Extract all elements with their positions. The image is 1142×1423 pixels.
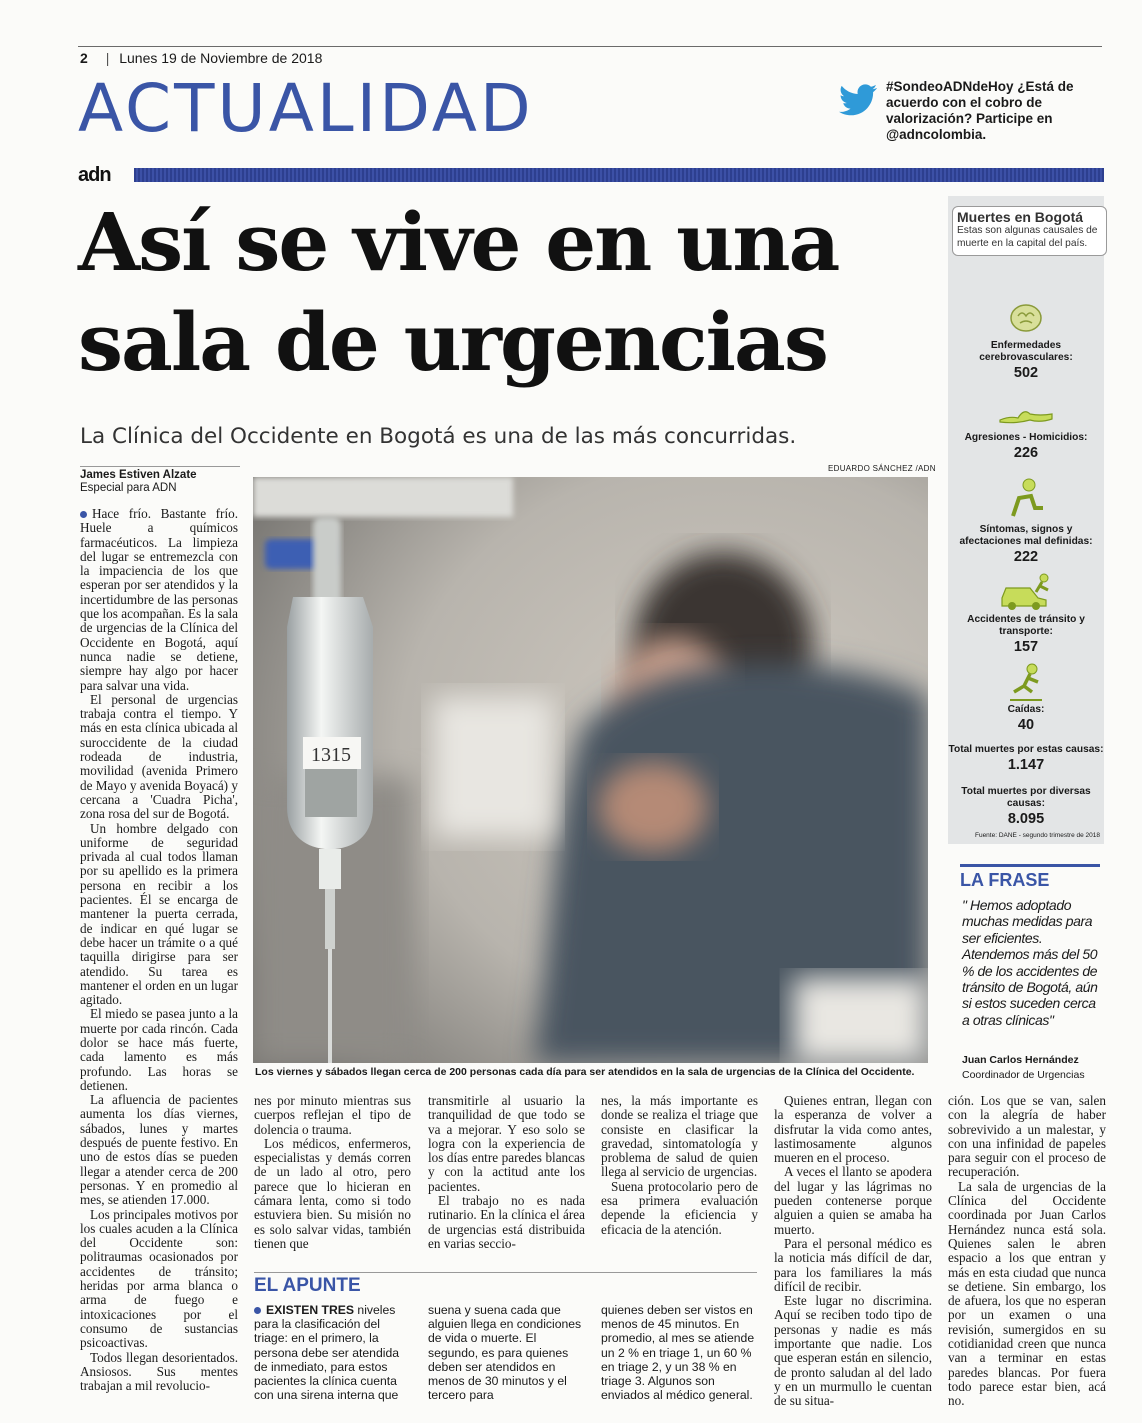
paragraph: El personal de urgencias trabaja contra el tiempo. Y más en esta clínica ubicada al suroccidente de la ciudad rodeada de industria, movilidad (avenida Primero de Mayo y avenida Boyacá) y cercana a 'Cuadra Picha', zona rosa del sur de Bogotá. bbox=[80, 691, 238, 822]
article-column-5 bbox=[774, 1094, 932, 1409]
apunte-column-2: suena y suena cada que alguien llega en condiciones de vida o muerte. El segundo, es para quienes deben ser atendidos en menos de 30 minutos y el tercero para bbox=[428, 1303, 582, 1403]
infographic-source: Fuente: DANE - segundo trimestre de 2018 bbox=[974, 832, 1100, 839]
folio-separator: | bbox=[105, 50, 110, 66]
apunte-column-3: quienes deben ser vistos en menos de 45 minutos. En promedio, al mes se atiende un 2 % en triage 1, un 60 % en triage 2, y un 38 % en triage 3. Algunos son enviados al médico general. bbox=[601, 1303, 755, 1403]
headline-line-1: Así se vive en una bbox=[78, 195, 839, 289]
stat-ill-defined bbox=[948, 476, 1104, 566]
issue-date: Lunes 19 de Noviembre de 2018 bbox=[119, 50, 323, 66]
paragraph: ción. Los que se van, salen con la alegría de haber sobrevivido a un malestar, y con una infinidad de papeles para seguir con el proceso de recuperación. bbox=[948, 1093, 1106, 1180]
article-column-6 bbox=[948, 1094, 1106, 1409]
paragraph: El trabajo no es nada rutinario. En la clínica el área de urgencias está distribuida en varias seccio- bbox=[428, 1193, 585, 1251]
photo-caption: Los viernes y sábados llegan cerca de 200 personas cada día para ser atendidos en la sala de urgencias de la Clínica del Occidente. bbox=[255, 1066, 915, 1078]
total-label: Total muertes por estas causas: bbox=[948, 744, 1104, 755]
total-label: Total muertes por diversas causas: bbox=[961, 786, 1091, 809]
brain-icon bbox=[1006, 298, 1046, 338]
stat-value: 40 bbox=[1017, 717, 1035, 733]
photo-credit: EDUARDO SÁNCHEZ /ADN bbox=[828, 464, 936, 473]
apunte-heading: EL APUNTE bbox=[254, 1272, 757, 1297]
twitter-bird-icon bbox=[838, 83, 878, 119]
stat-value: 157 bbox=[1013, 639, 1039, 655]
infographic-description: Estas son algunas causales de muerte en la capital del país. bbox=[957, 225, 1098, 249]
frase-author-role: Coordinador de Urgencias bbox=[962, 1069, 1085, 1081]
headline-line-2: sala de urgencias bbox=[78, 295, 827, 389]
stat-label: Síntomas, signos y afectaciones mal definidas: bbox=[959, 524, 1093, 547]
paragraph: La afluencia de pacientes aumenta los días viernes, sábados, lunes y martes después de puente festivo. En uno de estos días se pueden llegar a atender cerca de 200 personas. Y en promedio al mes, se atienden 17.000. bbox=[80, 1092, 238, 1208]
section-title: ACTUALIDAD bbox=[78, 70, 534, 147]
stat-traffic-accidents bbox=[948, 570, 1104, 656]
total-value: 1.147 bbox=[1007, 757, 1045, 773]
paragraph: Suena protocolario pero de esa primera evaluación depende la eficiencia y eficacia de la atención. bbox=[601, 1178, 758, 1237]
headline bbox=[78, 192, 948, 392]
stat-label: Agresiones - Homicidios: bbox=[964, 432, 1088, 443]
frase-quote: " Hemos adoptado muchas medidas para ser eficientes. Atendemos más del 50 % de los accidentes de tránsito de Bogotá, aún si estos suceden cerca a otras clínicas" bbox=[962, 897, 1098, 1028]
adn-logo: adn bbox=[78, 164, 111, 186]
article-column-2 bbox=[254, 1094, 411, 1251]
stat-falls bbox=[948, 662, 1104, 734]
author-role: Especial para ADN bbox=[80, 482, 177, 494]
stat-homicides bbox=[948, 396, 1104, 462]
deck: La Clínica del Occidente en Bogotá es una de las más concurridas. bbox=[80, 424, 797, 449]
paragraph: transmitirle al usuario la tranquilidad de que todo se va a mejorar. Y eso solo se logra con la experiencia de los días entre paredes blancas y con la actitud ante los pacientes. bbox=[428, 1093, 585, 1194]
paragraph: El miedo se pasea junto a la muerte por cada rincón. Cada dolor se hace más fuerte, cada lamento es más profundo. Las horas se detienen. bbox=[80, 1006, 238, 1093]
total-value: 8.095 bbox=[1007, 811, 1045, 827]
sick-person-icon bbox=[1003, 476, 1049, 522]
article-column-1 bbox=[80, 507, 238, 1393]
deaths-infographic bbox=[948, 196, 1104, 844]
paragraph: nes por minuto mientras sus cuerpos reflejan el tipo de dolencia o trauma. bbox=[254, 1093, 411, 1137]
apunte-text: niveles para la clasificación del triage: en el primero, la persona debe ser atendida de inmediato, para estos pacientes la clínica cuenta con una sirena interna que bbox=[254, 1303, 400, 1403]
paragraph: Los médicos, enfermeros, especialistas y demás corren de un lado al otro, pero parece que lo hicieran en cámara lenta, como si todo estuviera bien. Su misión no es solo salvar vidas, también tienen que bbox=[254, 1135, 411, 1251]
page-number: 2 bbox=[80, 50, 88, 66]
apunte-lead: EXISTEN TRES bbox=[266, 1303, 355, 1317]
stat-label: Enfermedades cerebrovasculares: bbox=[979, 340, 1073, 363]
stat-label: Caídas: bbox=[1007, 704, 1045, 715]
article-column-3 bbox=[428, 1094, 585, 1251]
brand-stripe bbox=[134, 168, 1104, 182]
article-column-4 bbox=[601, 1094, 758, 1237]
paragraph: Este lugar no discrimina. Aquí se reciben todo tipo de personas y nadie es más importante que nadie. Los que esperan están en silencio, de pronto saludan al del lado y en un murmullo le cuentan de su situa- bbox=[774, 1293, 932, 1409]
infographic-title: Muertes en Bogotá bbox=[957, 209, 1084, 225]
bullet-dot-icon bbox=[254, 1307, 261, 1314]
body-outline-icon bbox=[996, 396, 1056, 430]
paragraph: Todos llegan desorientados. Ansiosos. Sus mentes trabajan a mil revolucio- bbox=[80, 1349, 238, 1394]
top-rule bbox=[78, 46, 1102, 47]
paragraph: Quienes entran, llegan con la esperanza de volver a disfrutar la vida como antes, lastimosamente algunos mueren en el proceso. bbox=[774, 1093, 932, 1166]
article-photo bbox=[253, 477, 928, 1063]
car-crash-icon bbox=[996, 570, 1056, 612]
author-name: James Estiven Alzate bbox=[80, 469, 197, 481]
folio bbox=[80, 50, 322, 66]
paragraph: A veces el llanto se apodera del lugar y las lágrimas no pueden contenerse porque alguien a quien se amaba ha muerto. bbox=[774, 1164, 932, 1237]
emergency-room-photo bbox=[253, 477, 928, 1063]
infographic-header bbox=[952, 206, 1107, 256]
stat-value: 502 bbox=[1013, 365, 1039, 381]
paragraph: nes, la más importante es donde se realiza el triage que consiste en clasificar la gravedad, sintomatología y problema de salud de quien llega al servicio de urgencias. bbox=[601, 1093, 758, 1180]
paragraph bbox=[80, 507, 238, 693]
bullet-dot-icon bbox=[80, 511, 87, 518]
twitter-promo bbox=[838, 79, 1098, 143]
stat-label: Accidentes de tránsito y transporte: bbox=[967, 614, 1085, 637]
stat-total-listed bbox=[948, 744, 1104, 774]
paragraph: Para el personal médico es la noticia más difícil de dar, para los familiares la más difícil de recibir. bbox=[774, 1235, 932, 1294]
svg-text:1315: 1315 bbox=[311, 744, 351, 766]
falling-person-icon bbox=[1006, 662, 1046, 702]
frase-author: Juan Carlos Hernández bbox=[962, 1054, 1079, 1066]
paragraph: Un hombre delgado con uniforme de seguridad privada al cual todos llaman por su apellido es la primera persona en recibir a los pacientes. Él se encarga de mantener la puerta cerrada, de indicar en qué lugar se debe hacer un trámite o a qué taquilla dirigirse para ser atendido. Su tarea es mantener el orden en un lugar agitado. bbox=[80, 820, 238, 1008]
frase-heading: LA FRASE bbox=[960, 864, 1100, 891]
stat-total-all bbox=[948, 786, 1104, 828]
stat-value: 226 bbox=[1013, 445, 1039, 461]
paragraph-text: Hace frío. Bastante frío. Huele a químicos farmacéuticos. La limpieza del lugar se entremezcla con la impaciencia de los que esperan por ser atendidos y la incertidumbre de las personas que los acompañan. Es la sala de urgencias de la Clínica del Occidente en Bogotá, aquí nunca nadie se detiene, siempre hay algo por hacer para salvar una vida. bbox=[80, 506, 238, 693]
stat-value: 222 bbox=[1013, 549, 1039, 565]
paragraph: La sala de urgencias de la Clínica del Occidente coordinada por Juan Carlos Hernández nunca está sola. Quienes salen le abren espacio a los que entran y más en esta ciudad que nunca se detiene. Sin embargo, los de afuera, los que no esperan por un examen o una revisión, sumergidos en su cotidianidad creen que nunca van a terminar en estas paredes blancas. Por fuera todo parece estar bien, acá no. bbox=[948, 1178, 1106, 1409]
paragraph: Los principales motivos por los cuales acuden a la Clínica del Occidente son: politraumas ocasionados por accidentes de tránsito; heridas por arma blanca o arma de fuego e intoxicaciones por el consumo de sustancias psicoactivas. bbox=[80, 1206, 238, 1351]
apunte-column-1 bbox=[254, 1303, 414, 1402]
stat-cerebrovascular bbox=[948, 298, 1104, 382]
byline bbox=[80, 466, 240, 495]
twitter-promo-text: #SondeoADNdeHoy ¿Está de acuerdo con el cobro de valorización? Participe en @adncolombia. bbox=[886, 79, 1074, 142]
brand-bar bbox=[78, 166, 1104, 184]
